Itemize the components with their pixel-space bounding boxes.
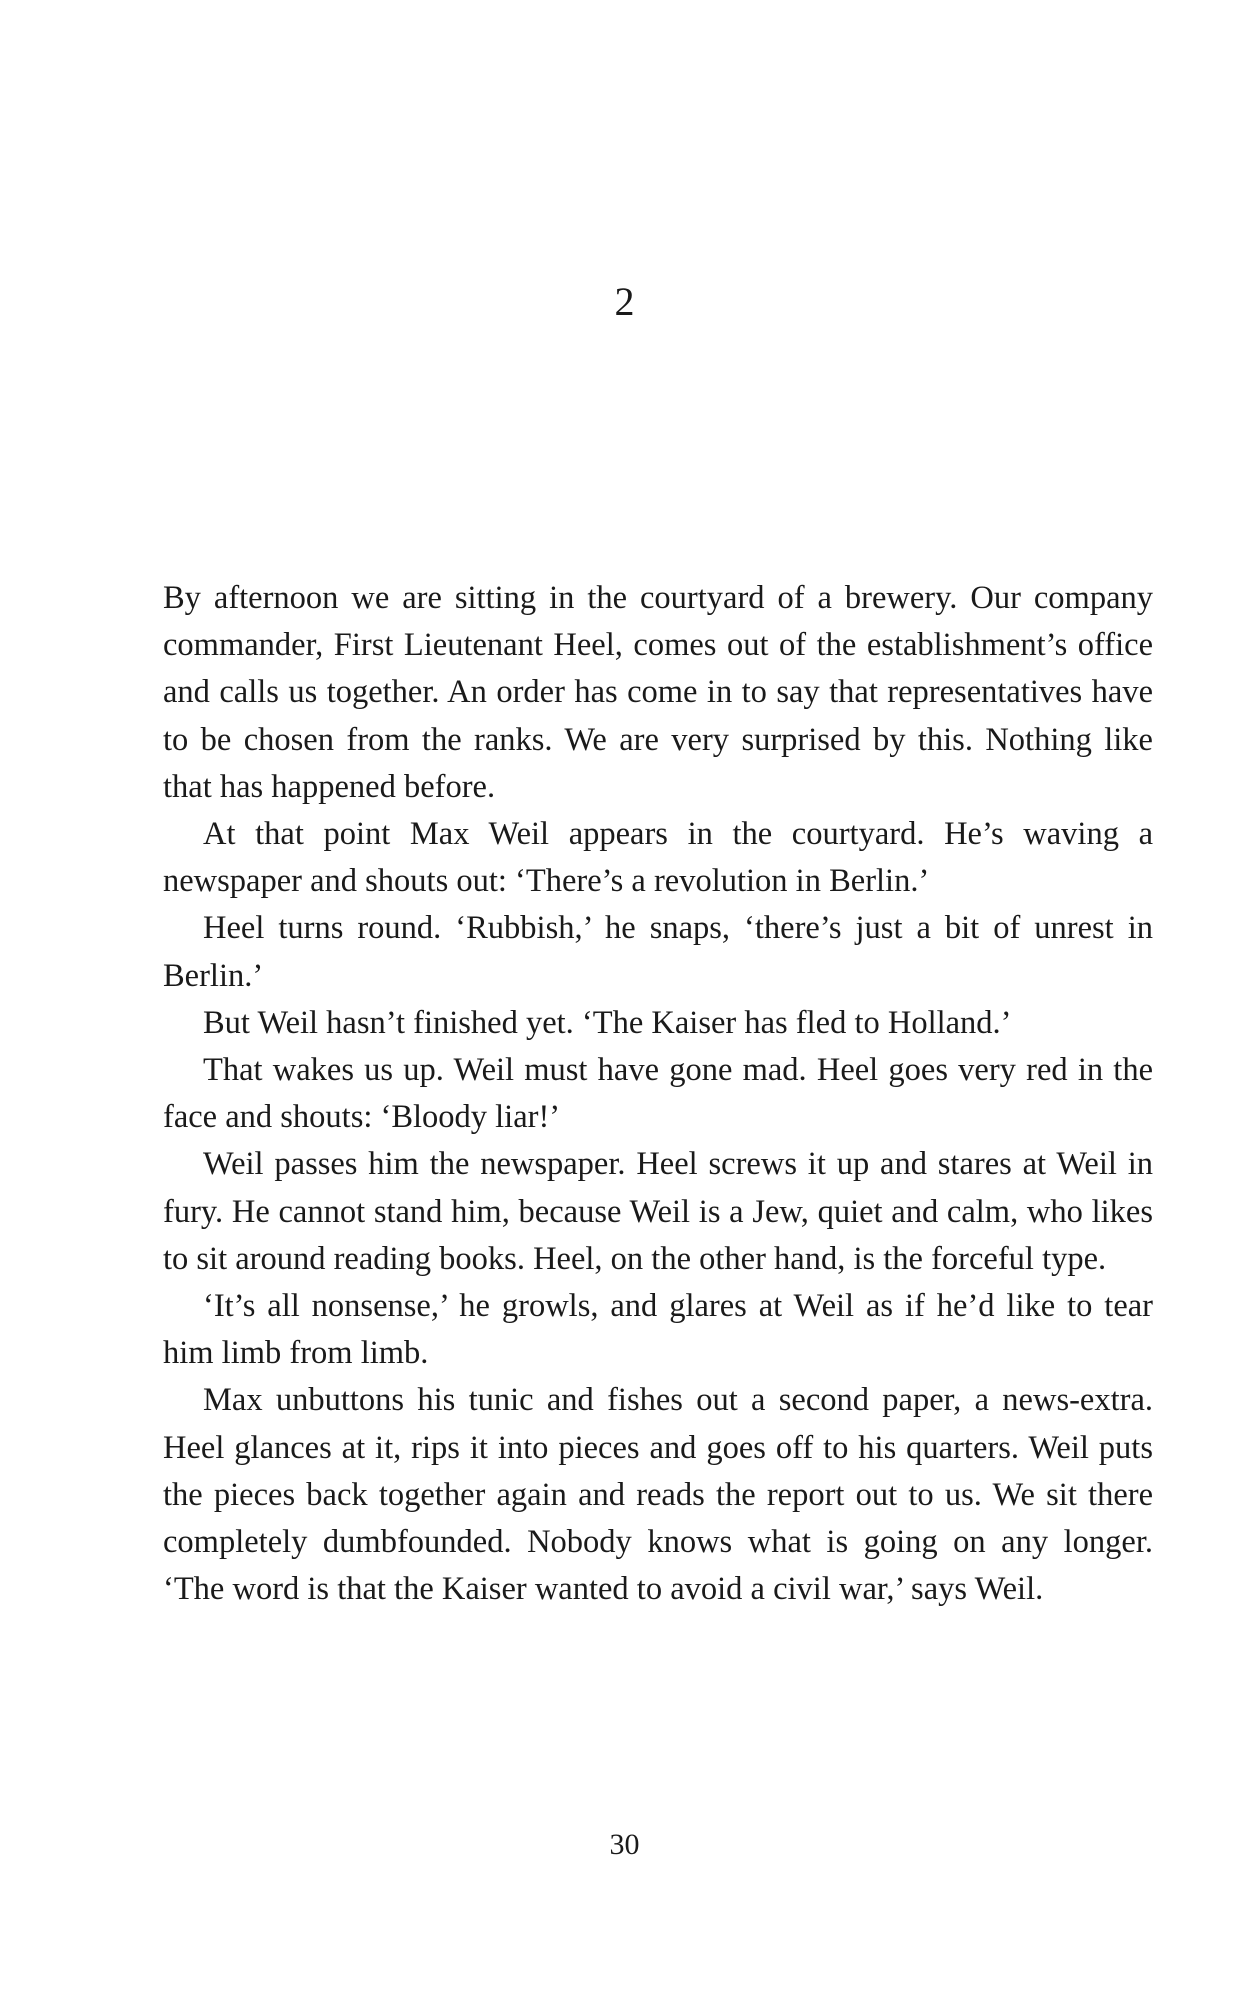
paragraph: Weil passes him the newspaper. Heel screws it up and stares at Weil in fury. He cannot stand him, because Weil is a Jew, quiet and calm, who likes to sit around reading books. Heel, on the other hand, is the forceful type. [163, 1146, 1153, 1277]
paragraph: By afternoon we are sitting in the courtyard of a brewery. Our company commander, First Lieutenant Heel, comes out of the establishment’s office and calls us together. An order has come in to say that representatives have to be chosen from the ranks. We are very surprised by this. Nothing like that has happened before. [163, 580, 1153, 805]
page-number: 30 [609, 1828, 640, 1861]
paragraph: ‘It’s all nonsense,’ he growls, and glares at Weil as if he’d like to tear him limb from limb. [163, 1288, 1153, 1372]
chapter-number: 2 [614, 279, 635, 324]
paragraph: But Weil hasn’t finished yet. ‘The Kaiser has fled to Holland.’ [203, 1004, 1012, 1041]
paragraph: At that point Max Weil appears in the courtyard. He’s waving a newspaper and shouts out: ‘There’s a revolution in Berlin.’ [163, 816, 1153, 900]
chapter-body [163, 575, 1153, 1613]
paragraph: Max unbuttons his tunic and fishes out a second paper, a news-extra. Heel glances at it, rips it into pieces and goes off to his quarters. Weil puts the pieces back together again and reads the report out to us. We sit there completely dumbfounded. Nobody knows what is going on any longer. ‘The word is that the Kaiser wanted to avoid a civil war,’ says Weil. [163, 1382, 1153, 1608]
paragraph: That wakes us up. Weil must have gone mad. Heel goes very red in the face and shouts: ‘Bloody liar!’ [163, 1052, 1153, 1136]
paragraph: Heel turns round. ‘Rubbish,’ he snaps, ‘there’s just a bit of unrest in Berlin.’ [163, 910, 1153, 994]
